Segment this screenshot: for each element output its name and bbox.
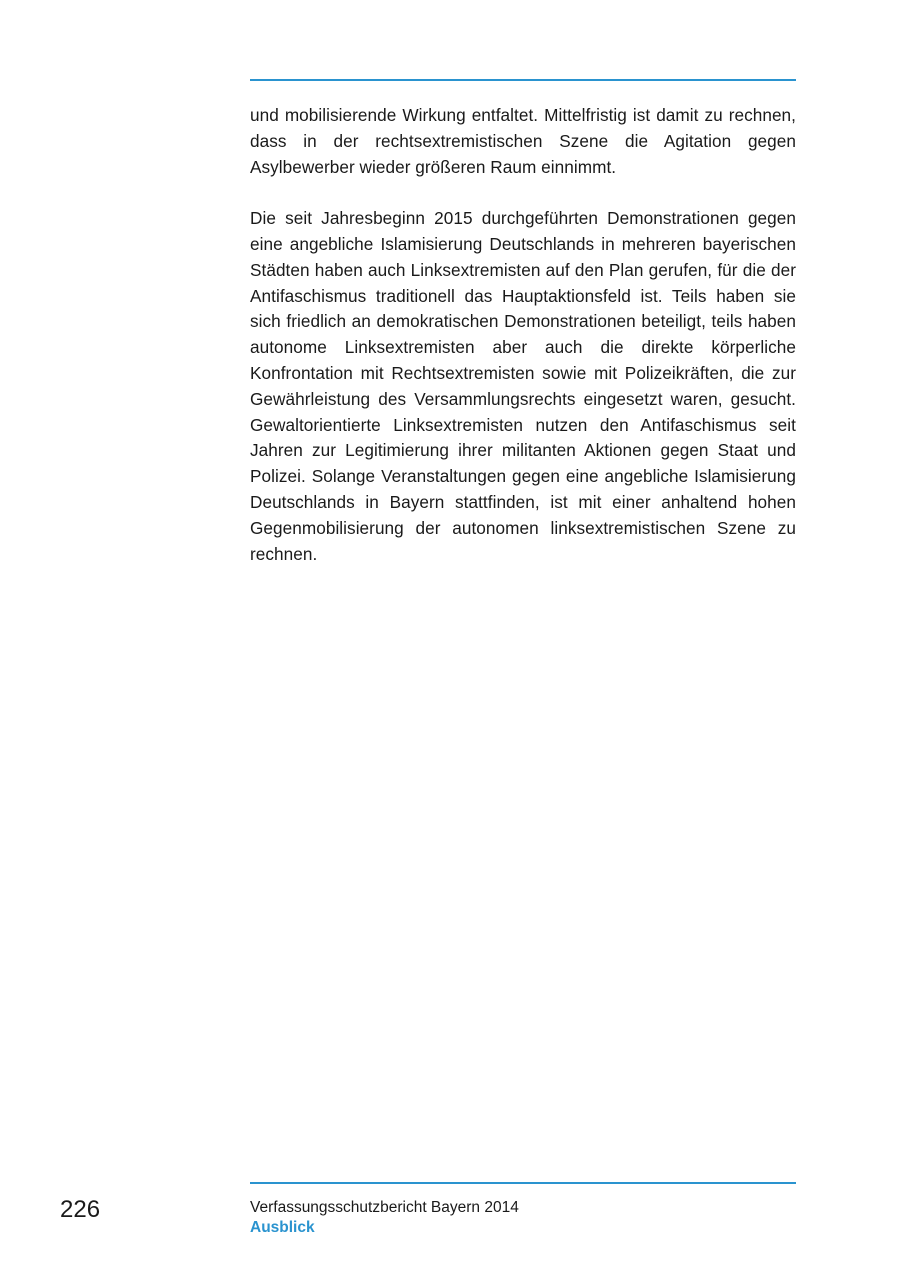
paragraph-1: und mobilisierende Wirkung entfaltet. Mittelfristig ist damit zu rechnen, dass in der rechtsextremistischen Szene die Agitation gegen Asylbewerber wieder größeren Raum einnimmt. bbox=[250, 105, 796, 177]
footer-rule bbox=[250, 1182, 796, 1184]
footer-section-title: Ausblick bbox=[250, 1219, 315, 1236]
page-number: 226 bbox=[60, 1196, 101, 1223]
footer-publication-title: Verfassungsschutzbericht Bayern 2014 bbox=[250, 1199, 519, 1216]
paragraph-2: Die seit Jahresbeginn 2015 durchgeführten Demonstrationen gegen eine angebliche Islamisierung Deutschlands in mehreren bayerischen Städten haben auch Linksextremisten auf den Plan gerufen, für die der Antifaschismus traditionell das Hauptaktionsfeld ist. Teils haben sie sich friedlich an demokratischen Demonstrationen beteiligt, teils haben autonome Linksextremisten aber auch die direkte körperliche Konfrontation mit Rechtsextremisten sowie mit Polizeikräften, die zur Gewährleistung des Versammlungsrechts eingesetzt waren, gesucht. Gewaltorientierte Linksextremisten nutzen den Antifaschismus seit Jahren zur Legitimierung ihrer militanten Aktionen gegen Staat und Polizei. Solange Veranstaltungen gegen eine angebliche Islamisierung Deutschlands in Bayern stattfinden, ist mit einer anhaltend hohen Gegenmobilisierung der autonomen linksextremistischen Szene zu rechnen. bbox=[250, 208, 796, 564]
header-rule bbox=[250, 79, 796, 81]
main-text bbox=[250, 103, 796, 593]
